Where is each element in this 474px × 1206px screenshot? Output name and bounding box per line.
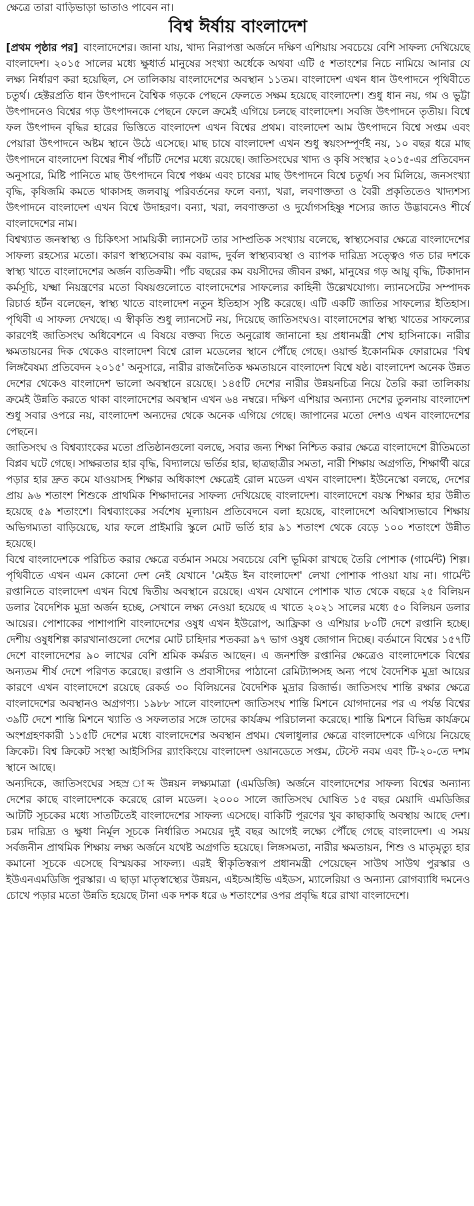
article-paragraph-2: বিশ্বখ্যাত জনস্বাস্থ্য ও চিকিৎসা সাময়িকী ল্যানসেট তার সাম্প্রতিক সংখ্যায় বলেছে, স্বাস্থ্যসেবার ক্ষেত্রে বাংলাদেশের সাফল্য রহস্যের মতো। কারণ স্বাস্থ্যসেবায় কম বরাদ্দ, দুর্বল স্বাস্থ্যব্যবস্থা ও ব্যাপক দারিদ্র্য সত্ত্বেও গত চার দশকে স্বাস্থ্য খাতে বাংলাদেশের অর্জন ব্যতিক্রমী। পাঁচ বছরের কম বয়সীদের জীবন রক্ষা, মানুষের গড় আয়ু বৃদ্ধি, টিকাদান কর্মসূচি, যক্ষ্মা নিয়ন্ত্রণের মতো বিষয়গুলোতে বাংলাদেশের সাফল্যের কাহিনী উল্লেখযোগ্য। ল্যানসেটের সম্পাদক রিচার্ড হর্টন বলেছেন, স্বাস্থ্য খাতে বাংলাদেশ নতুন ইতিহাস সৃষ্টি করেছে। এটি একটি জাতির সাফল্যের ইতিহাস। পৃথিবী এ সাফল্য দেখছে। এ স্বীকৃতি শুধু ল্যানসেট নয়, দিয়েছে জাতিসংঘও। বাংলাদেশের স্বাস্থ্য খাতের সাফল্যের কারণেই জাতিসংঘ অধিবেশনে এ বিষয়ে বক্তব্য দিতে অনুরোধ জানানো হয় প্রধানমন্ত্রী শেখ হাসিনাকে। নারীর ক্ষমতায়নের দিক থেকেও বাংলাদেশ বিশ্বে রোল মডেলের স্থানে পৌঁছে গেছে। ওয়ার্ল্ড ইকোনমিক ফোরামের 'বিশ্ব লিঙ্গবৈষম্য প্রতিবেদন ২০১৫' অনুসারে, নারীর রাজনৈতিক ক্ষমতায়নে বাংলাদেশ বিশ্বে ষষ্ঠ। বাংলাদেশ অনেক উন্নত দেশের থেকেও বাংলাদেশ ভালো অবস্থানে রয়েছে। ১৪৫টি দেশের নারীর উন্নয়নচিত্র নিয়ে তৈরি করা তালিকায় ক্রমেই উন্নতি করতে থাকা বাংলাদেশের অবস্থান এখন ৬৪ নম্বরে। দক্ষিণ এশিয়ার অন্যান্য দেশের তুলনায় বাংলাদেশ শুধু সবার ওপরে নয়, বাংলাদেশ অন্যদের থেকে অনেক এগিয়ে গেছে। জাপানের মতো দেশও এখন বাংলাদেশের পেছনে। [6,234,470,438]
article-paragraph-5: অন্যদিকে, জাতিসংঘের সহস্র াব্দ উন্নয়ন লক্ষ্যমাত্রা (এমডিজি) অর্জনে বাংলাদেশের সাফল্য বিশ্বের অন্যান্য দেশের কাছে বাংলাদেশকে করেছে রোল মডেল। ২০০০ সালে জাতিসংঘ ঘোষিত ১৫ বছর মেয়াদি এমডিজির আটটি সূচকের মধ্যে সাতটিতেই বাংলাদেশের সাফল্য এসেছে। বাকিটি পূরণের খুব কাছাকাছি অবস্থায় আছে দেশ। চরম দারিদ্র্য ও ক্ষুধা নির্মূল সূচকে নির্ধারিত সময়ের দুই বছর আগেই লক্ষ্যে পৌঁছে গেছে বাংলাদেশ। এ সময় সর্বজনীন প্রাথমিক শিক্ষায় লক্ষ্য অর্জনে যথেষ্ট অগ্রগতি হয়েছে। লিঙ্গসমতা, নারীর ক্ষমতায়ন, শিশু ও মাতৃমৃত্যু হার কমানো সূচকে এসেছে বিস্ময়কর সাফল্য। এরই স্বীকৃতিস্বরূপ প্রধানমন্ত্রী পেয়েছেন সাউথ সাউথ পুরস্কার ও ইউএনএমডিজি পুরস্কার। এ ছাড়া মাতৃস্বাস্থ্যের উন্নয়ন, এইচআইভি এইডস, ম্যালেরিয়া ও অন্যান্য রোগব্যাধি দমনেও চোখে পড়ার মতো উন্নতি হয়েছে টানা এক দশক ধরে ৬ শতাংশের ওপর প্রবৃদ্ধি ধরে রাখা বাংলাদেশে। [6,778,470,902]
previous-article-fragment: ক্ষেত্রে তারা বাড়িভাড়া ভাতাও পাবেন না। [6,2,174,14]
article-paragraph-1 [6,40,470,232]
continued-label: [প্রথম পৃষ্ঠার পর] [6,42,79,54]
article-body [6,40,470,904]
article-paragraph-4: বিশ্বে বাংলাদেশকে পরিচিত করার ক্ষেত্রে বর্তমান সময়ে সবচেয়ে বেশি ভূমিকা রাখছে তৈরি পোশাক (গার্মেন্ট) শিল্প। পৃথিবীতে এখন এমন কোনো দেশ নেই যেখানে 'মেইড ইন বাংলাদেশ' লেখা পোশাক পাওয়া যায় না। গার্মেন্ট রপ্তানিতে বাংলাদেশ এখন বিশ্বে দ্বিতীয় অবস্থানে রয়েছে। এখন যেখানে পোশাক খাত থেকে বছরে ২৫ বিলিয়ন ডলার বৈদেশিক মুদ্রা অর্জন হচ্ছে, সেখানে লক্ষ্য নেওয়া হয়েছে এ খাতে ২০২১ সালের মধ্যে ৫০ বিলিয়ন ডলার আয়ের। পোশাকের পাশাপাশি বাংলাদেশের ওষুধ এখন ইউরোপ, আফ্রিকা ও এশিয়ার ৮০টি দেশে রপ্তানি হচ্ছে। দেশীয় ওষুধশিল্প কারখানাগুলো দেশের মোট চাহিদার শতকরা ৯৭ ভাগ ওষুধ জোগান দিচ্ছে। বর্তমানে বিশ্বের ১৫৭টি দেশে বাংলাদেশের ৯০ লাখের বেশি শ্রমিক কর্মরত আছেন। এ জনশক্তি রপ্তানির ক্ষেত্রেও বাংলাদেশকে বিশ্বের অন্যতম শীর্ষ দেশে পরিণত করেছে। রপ্তানি ও প্রবাসীদের পাঠানো রেমিট্যান্সসহ অন্য পথে বৈদেশিক মুদ্রা আয়ের কারণে এখন বাংলাদেশে রয়েছে রেকর্ড ৩০ বিলিয়নের বৈদেশিক মুদ্রার রিজার্ভ। জাতিসংঘ শান্তি রক্ষার ক্ষেত্রে বাংলাদেশের অবস্থানও অগ্রগণ্য। ১৯৮৮ সালে বাংলাদেশ জাতিসংঘ শান্তি মিশনে যোগদানের পর এ পর্যন্ত বিশ্বের ৩৯টি দেশে শান্তি মিশনে খ্যাতি ও সফলতার সঙ্গে তাদের কার্যক্রম পরিচালনা করেছে। শান্তি মিশনে বিভিন্ন কার্যক্রমে অংশগ্রহণকারী ১১৫টি দেশের মধ্যে বাংলাদেশের অবস্থান প্রথম। খেলাধুলার ক্ষেত্রে বাংলাদেশকে এগিয়ে নিয়েছে ক্রিকেট। বিশ্ব ক্রিকেট সংস্থা আইসিসির র‍্যাংকিংয়ে বাংলাদেশ ওয়ানডেতে সপ্তম, টেস্টে নবম এবং টি-২০-তে দশম স্থানে আছে। [6,554,470,774]
article-paragraph-3: জাতিসংঘ ও বিশ্বব্যাংকের মতো প্রতিষ্ঠানগুলো বলছে, সবার জন্য শিক্ষা নিশ্চিত করার ক্ষেত্রে বাংলাদেশে রীতিমতো বিপ্লব ঘটে গেছে। সাক্ষরতার হার বৃদ্ধি, বিদ্যালয়ে ভর্তির হার, ছাত্রছাত্রীর সমতা, নারী শিক্ষায় অগ্রগতি, শিক্ষার্থী ঝরে পড়ার হার দ্রুত কমে যাওয়াসহ শিক্ষার অধিকাংশ ক্ষেত্রেই রোল মডেল এখন বাংলাদেশ। ইউনেস্কো বলছে, দেশের প্রায় ৯৬ শতাংশ শিশুকে প্রাথমিক শিক্ষাদানের সাফল্য দেখিয়েছে বাংলাদেশ। বাংলাদেশে বয়স্ক শিক্ষার হার উন্নীত হয়েছে ৫৯ শতাংশে। বিশ্বব্যাংকের সর্বশেষ মূল্যায়ন প্রতিবেদনে বলা হয়েছে, বাংলাদেশে অবিশ্বাস্যভাবে শিক্ষায় অভিগম্যতা বাড়িয়েছে, যার ফলে প্রাইমারি স্কুলে মোট ভর্তি হার ৯১ শতাংশ থেকে বেড়ে ১০০ শতাংশে উন্নীত হয়েছে। [6,442,470,550]
article-headline: বিশ্ব ঈর্ষায় বাংলাদেশ [168,17,308,37]
paragraph-text: বাংলাদেশের। জানা যায়, খাদ্য নিরাপত্তা অর্জনে দক্ষিণ এশিয়ায় সবচেয়ে বেশি সাফল্য দেখিয়েছে বাংলাদেশ। ২০১৫ সালের মধ্যে ক্ষুধার্ত মানুষের সংখ্যা অর্ধেকে অথবা এটি ৫ শতাংশের নিচে নামিয়ে আনার যে লক্ষ্য নির্ধারণ করা হয়েছিল, সে তালিকায় বাংলাদেশের অবস্থান ১১তম। বাংলাদেশ এখন ধান উৎপাদনে পৃথিবীতে চতুর্থ। হেক্টরপ্রতি ধান উৎপাদনে বৈশ্বিক গড়কে পেছনে ফেলতে সক্ষম হয়েছে বাংলাদেশ। শুধু ধান নয়, গম ও ভুট্টা উৎপাদনেও বিশ্বের গড় উৎপাদনকে পেছনে ফেলে ক্রমেই এগিয়ে চলছে বাংলাদেশ। সবজি উৎপাদনে তৃতীয়। বিশ্বে ফল উৎপাদন বৃদ্ধির হারের ভিত্তিতে বাংলাদেশ এখন বিশ্বের প্রথম। বাংলাদেশ আম উৎপাদনে বিশ্বে সপ্তম এবং পেয়ারা উৎপাদনে অষ্টম স্থানে উঠে এসেছে। মাছ চাষে বাংলাদেশ এখন শুধু স্বয়ংসম্পূর্ণই নয়, ১০ বছর ধরে মাছ উৎপাদনে বাংলাদেশ বিশ্বের শীর্ষ পাঁচটি দেশের মধ্যে রয়েছে। জাতিসংঘের খাদ্য ও কৃষি সংস্থার ২০১৫-এর প্রতিবেদন অনুসারে, মিষ্টি পানিতে মাছ উৎপাদনে বিশ্বে পঞ্চম এবং চাষের মাছ উৎপাদনে বিশ্বে চতুর্থ। সব মিলিয়ে, জনসংখ্যা বৃদ্ধি, কৃষিজমি কমতে থাকাসহ জলবায়ু পরিবর্তনের ফলে বন্যা, খরা, লবণাক্ততা ও বৈরী প্রকৃতিতেও খাদ্যশস্য উৎপাদনে বাংলাদেশ এখন বিশ্বে উদাহরণ। বন্যা, খরা, লবণাক্ততা ও দুর্যোগসহিষ্ণু শস্যের জাত উদ্ভাবনেও শীর্ষে বাংলাদেশের নাম। [6,42,471,230]
